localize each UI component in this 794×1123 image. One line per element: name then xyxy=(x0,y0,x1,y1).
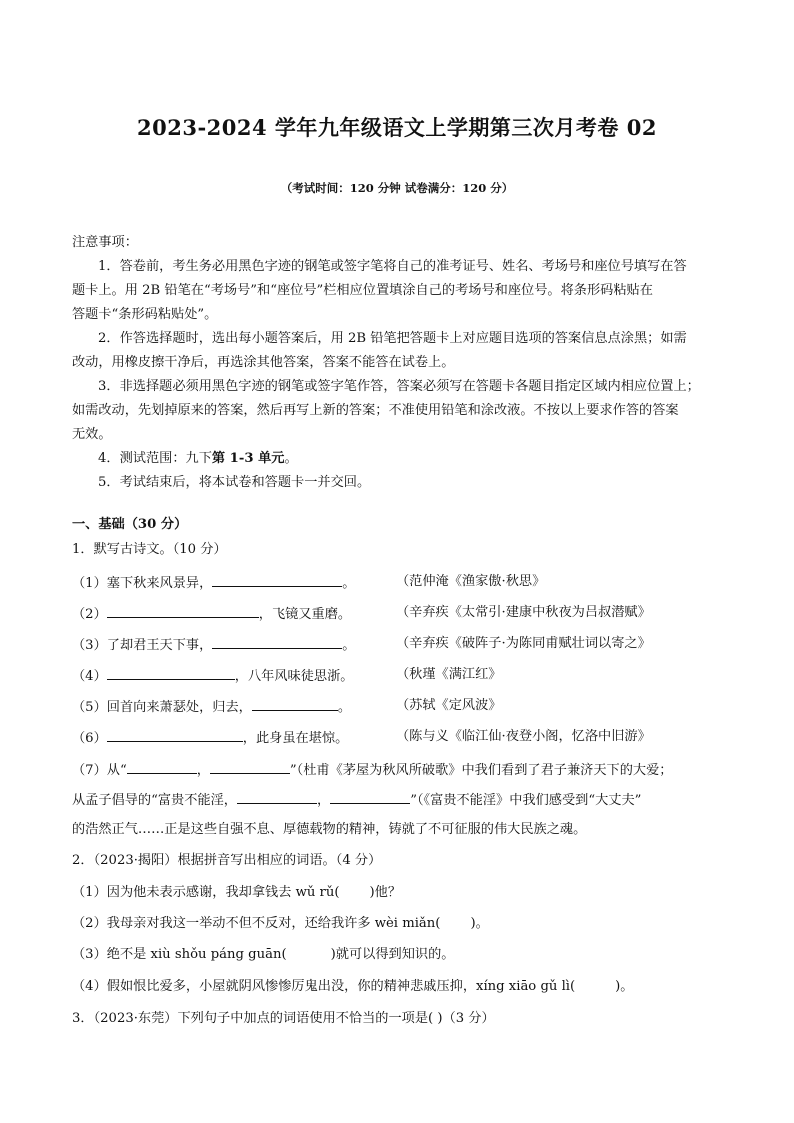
notice-item-4-suffix: 。 xyxy=(284,451,298,466)
q1-item-text: 。 xyxy=(337,700,352,715)
question-3-stem: 3．（2023·东莞）下列句子中加点的词语使用不恰当的一项是( )（3 分） xyxy=(72,1011,495,1026)
notice-item-5: 5．考试结束后，将本试卷和答题卡一并交回。 xyxy=(98,475,371,490)
q1-item-text: ，飞镜又重磨。 xyxy=(258,607,352,622)
test-scope: 第 1-3 单元 xyxy=(211,451,285,466)
q1-item-5 xyxy=(72,697,351,717)
notice-line: 如需改动，先划掉原来的答案，然后再写上新的答案；不准使用铅笔和涂改液。不按以上要求作答的答案 xyxy=(72,403,679,418)
notice-item-4-prefix: 4．测试范围：九下 xyxy=(98,451,212,466)
q1-item-source: （苏轼《定风波》 xyxy=(396,698,502,713)
q1-item-text: 。 xyxy=(342,576,356,591)
exam-info: （考试时间：120 分钟 试卷满分：120 分） xyxy=(280,181,514,195)
notice-line: 无效。 xyxy=(72,427,112,442)
section-heading: 一、基础（30 分） xyxy=(72,517,188,532)
notice-line: 3．非选择题必须用黑色字迹的钢笔或签字笔作答，答案必须写在答题卡各题目指定区域内相应位置上； xyxy=(98,379,700,394)
notice-line: 答题卡“条形码粘贴处”。 xyxy=(72,307,218,322)
q1-item-7-line-2 xyxy=(72,790,641,810)
q1-item-7-line-1 xyxy=(72,760,672,780)
q1-item-text: （1）塞下秋来风景异， xyxy=(72,576,213,591)
answer-blank[interactable] xyxy=(107,604,259,618)
q1-item-text: （7）从“ xyxy=(72,763,127,778)
answer-blank[interactable] xyxy=(212,573,342,587)
q2-item-text: （4）假如恨比爱多，小屋就阴风惨惨厉鬼出没，你的精神悲戚压抑，xíng xiāo gǔ lì( xyxy=(72,979,576,994)
q1-item-text: （2） xyxy=(72,607,107,622)
q1-item-source: （秋瑾《满江红》 xyxy=(396,667,502,682)
q2-item-1 xyxy=(72,884,401,902)
page-title: 2023-2024 学年九年级语文上学期第三次月考卷 02 xyxy=(137,115,657,140)
q1-item-7-line-3: 的浩然正气……正是这些自强不息、厚德载物的精神，铸就了不可征服的伟大民族之魂。 xyxy=(72,822,587,837)
notice-line: 1．答卷前，考生务必用黑色字迹的钢笔或签字笔将自己的准考证号、姓名、考场号和座位号填写在答 xyxy=(98,259,687,274)
q1-item-text: （5）回首向来萧瑟处，归去， xyxy=(72,700,252,715)
answer-blank[interactable] xyxy=(107,728,243,742)
q1-item-text: 从孟子倡导的“富贵不能淫， xyxy=(72,793,237,808)
notice-heading: 注意事项： xyxy=(72,235,138,250)
q1-item-text: （4） xyxy=(72,669,107,684)
answer-blank[interactable] xyxy=(107,666,235,680)
q1-item-text: ”（《富贵不能淫》中我们感受到“大丈夫” xyxy=(410,793,642,808)
q1-item-source: （辛弃疾《破阵子·为陈同甫赋壮词以寄之》 xyxy=(396,636,651,651)
q1-item-text: （6） xyxy=(72,731,107,746)
q2-item-2 xyxy=(72,915,489,933)
answer-blank[interactable] xyxy=(127,760,197,774)
q1-item-text: 。 xyxy=(342,638,356,653)
answer-blank[interactable] xyxy=(212,635,342,649)
q2-item-text: （3）绝不是 xiù shǒu páng guān( xyxy=(72,947,287,962)
notice-line: 改动，用橡皮擦干净后，再选涂其他答案，答案不能答在试卷上。 xyxy=(72,355,455,370)
q1-item-source: （陈与义《临江仙·夜登小阁，忆洛中旧游》 xyxy=(396,729,651,744)
q2-item-3 xyxy=(72,946,454,964)
q1-item-text: （3）了却君王天下事， xyxy=(72,638,213,653)
answer-blank[interactable] xyxy=(252,697,338,711)
answer-blank[interactable] xyxy=(330,790,410,804)
question-2-stem: 2．（2023·揭阳）根据拼音写出相应的词语。（4 分） xyxy=(72,853,382,868)
q1-item-text: ， xyxy=(317,793,331,808)
question-1-stem: 1．默写古诗文。（10 分） xyxy=(72,542,227,557)
q1-item-source: （范仲淹《渔家傲·秋思》 xyxy=(396,574,546,589)
q2-item-text: （2）我母亲对我这一举动不但不反对，还给我许多 wèi miǎn( xyxy=(72,916,441,931)
notice-line: 2．作答选择题时，选出每小题答案后，用 2B 铅笔把答题卡上对应题目选项的答案信息点涂黑；如需 xyxy=(98,331,687,346)
q1-item-6 xyxy=(72,728,348,748)
q2-item-text: )。 xyxy=(615,979,634,994)
q1-item-4 xyxy=(72,666,353,686)
q1-item-text: ， xyxy=(196,763,210,778)
notice-item-4 xyxy=(98,450,298,468)
q2-item-4 xyxy=(72,978,634,996)
q1-item-3 xyxy=(72,635,355,655)
notice-line: 题卡上。用 2B 铅笔在“考场号”和“座位号”栏相应位置填涂自己的考场号和座位号。将条形码粘贴在 xyxy=(72,283,653,298)
q1-item-text: ，八年风味徒思浙。 xyxy=(234,669,354,684)
q2-item-text: )就可以得到知识的。 xyxy=(330,947,455,962)
answer-blank[interactable] xyxy=(237,790,317,804)
q2-item-text: )。 xyxy=(470,916,489,931)
q2-item-text: )他？ xyxy=(369,885,402,900)
q1-item-1 xyxy=(72,573,355,593)
q1-item-2 xyxy=(72,604,351,624)
answer-blank[interactable] xyxy=(210,760,290,774)
q1-item-text: ”（杜甫《茅屋为秋风所破歌》中我们看到了君子兼济天下的大爱； xyxy=(289,763,673,778)
q1-item-source: （辛弃疾《太常引·建康中秋夜为吕叔潜赋》 xyxy=(396,605,651,620)
q1-item-text: ，此身虽在堪惊。 xyxy=(242,731,349,746)
q2-item-text: （1）因为他未表示感谢，我却拿钱去 wǔ rǔ( xyxy=(72,885,340,900)
